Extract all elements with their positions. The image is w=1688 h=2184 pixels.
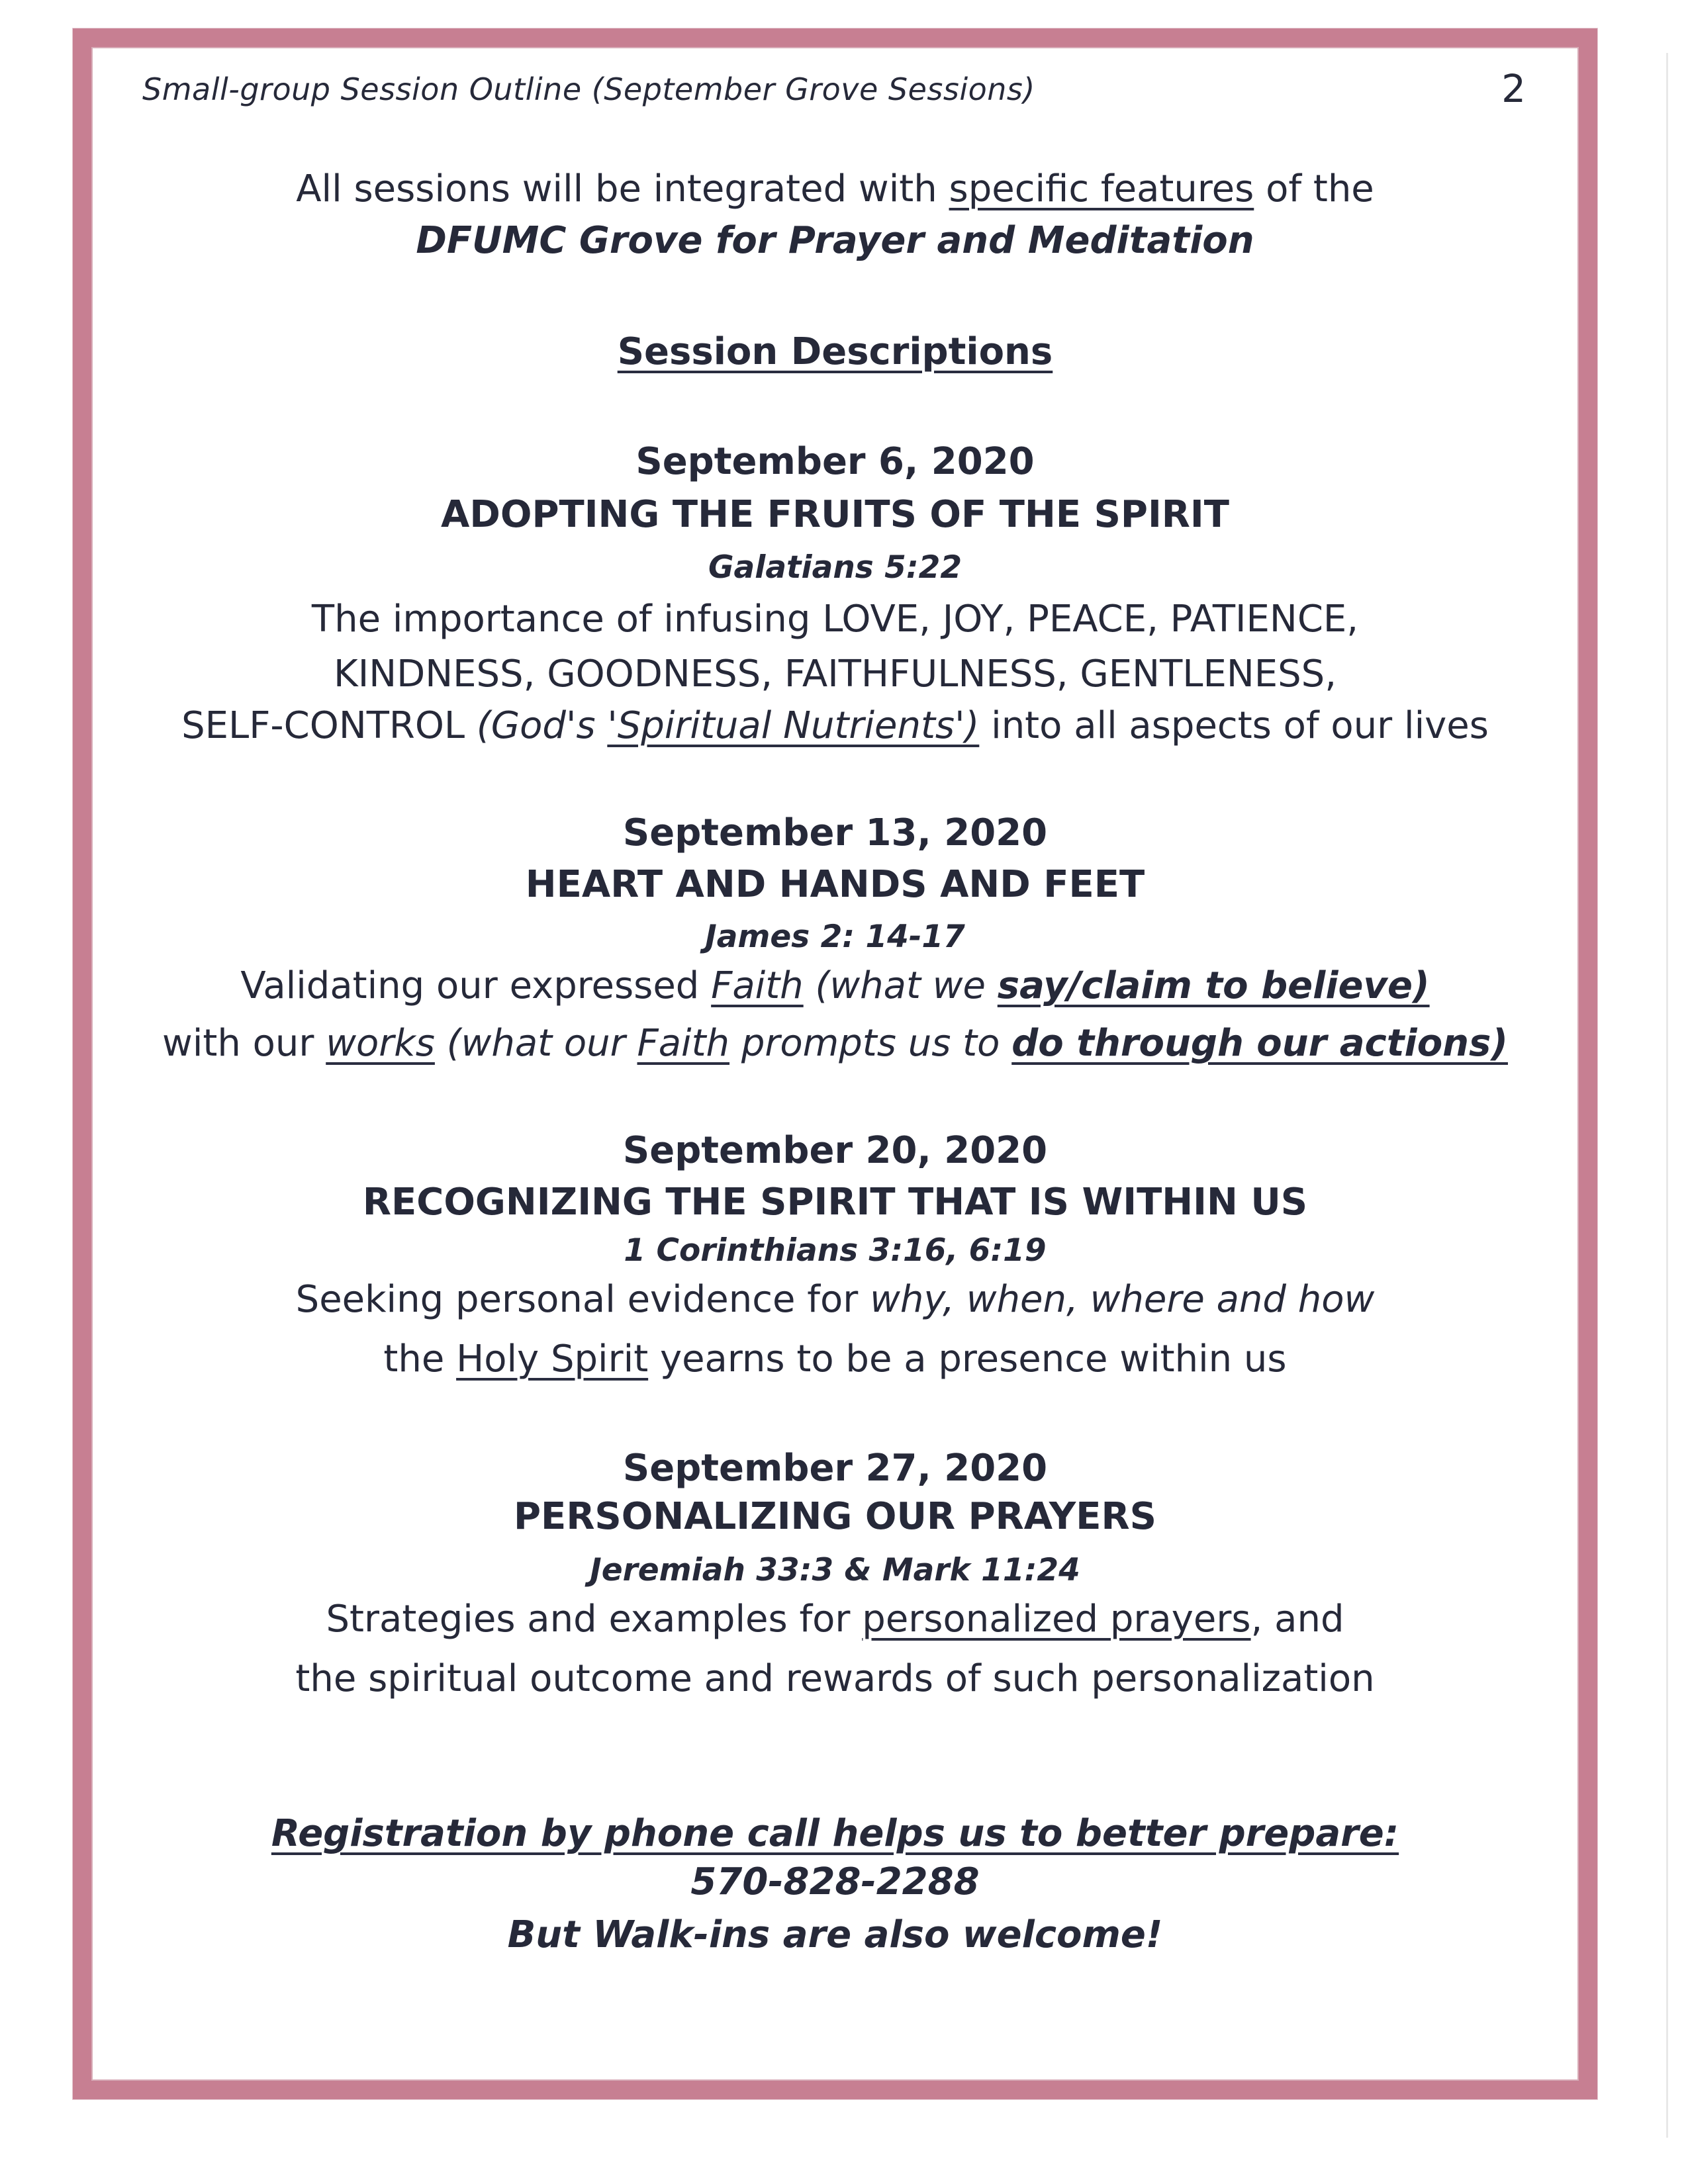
session-date: September 6, 2020 — [635, 440, 1035, 483]
registration-note: Registration by phone call helps us to better prepare: — [271, 1812, 1399, 1855]
page-content — [73, 28, 1597, 2099]
session-desc-line — [73, 1657, 1597, 1701]
session-title: ADOPTING THE FRUITS OF THE SPIRIT — [441, 493, 1229, 536]
desc-segment: Faith — [711, 964, 804, 1007]
desc-segment: 'Spiritual Nutrients') — [607, 704, 980, 747]
session-desc-line — [73, 1597, 1597, 1641]
intro-line — [73, 167, 1597, 211]
desc-segment: with our — [162, 1022, 326, 1065]
desc-segment: works — [326, 1022, 435, 1065]
intro-text: of the — [1254, 167, 1374, 210]
session-scripture: Jeremiah 33:3 & Mark 11:24 — [590, 1552, 1080, 1588]
session-desc-line — [73, 1277, 1597, 1322]
desc-segment: into all aspects of our lives — [979, 704, 1489, 747]
desc-segment: (what our — [434, 1022, 637, 1065]
desc-segment: The importance of infusing LOVE, JOY, PEACE, PATIENCE, — [311, 598, 1359, 641]
session-desc-line — [73, 652, 1597, 696]
desc-segment: the spiritual outcome and rewards of such personalization — [295, 1657, 1375, 1700]
desc-segment: Faith — [637, 1022, 730, 1065]
intro-text: All sessions will be integrated with — [296, 167, 949, 210]
session-title: RECOGNIZING THE SPIRIT THAT IS WITHIN US — [362, 1181, 1308, 1224]
desc-segment: (God's — [476, 704, 608, 747]
desc-segment: yearns to be a presence within us — [648, 1338, 1287, 1381]
desc-segment: , and — [1250, 1598, 1344, 1641]
desc-segment: personalized prayers — [862, 1598, 1251, 1641]
desc-segment: KINDNESS, GOODNESS, FAITHFULNESS, GENTLENESS, — [333, 653, 1337, 696]
scan-edge-artifact — [1666, 53, 1668, 2138]
desc-segment: (what we — [803, 964, 998, 1007]
intro-underlined-text: specific features — [949, 167, 1254, 210]
desc-segment: Strategies and examples for — [326, 1598, 863, 1641]
session-scripture: Galatians 5:22 — [708, 549, 962, 586]
page-number: 2 — [1501, 66, 1526, 111]
desc-segment: prompts us to — [729, 1022, 1012, 1065]
session-scripture: James 2: 14-17 — [705, 919, 965, 955]
desc-segment: Holy Spirit — [456, 1338, 649, 1381]
session-desc-line — [73, 1021, 1597, 1066]
session-scripture: 1 Corinthians 3:16, 6:19 — [624, 1232, 1047, 1269]
session-title: HEART AND HANDS AND FEET — [525, 863, 1145, 906]
phone-number: 570-828-2288 — [690, 1860, 980, 1903]
session-desc-line — [73, 964, 1597, 1008]
session-date: September 27, 2020 — [622, 1447, 1048, 1490]
session-date: September 13, 2020 — [622, 811, 1048, 854]
session-desc-line — [73, 597, 1597, 641]
walkins-note: But Walk-ins are also welcome! — [507, 1913, 1163, 1956]
session-desc-line — [73, 1337, 1597, 1381]
desc-segment: the — [383, 1338, 457, 1381]
session-title: PERSONALIZING OUR PRAYERS — [514, 1495, 1156, 1538]
desc-segment: Validating our expressed — [240, 964, 712, 1007]
desc-segment: do through our actions) — [1011, 1022, 1508, 1065]
session-desc-line — [73, 704, 1597, 748]
section-heading: Session Descriptions — [617, 330, 1053, 373]
desc-segment: say/claim to believe) — [997, 964, 1430, 1007]
header-title: Small-group Session Outline (September Grove Sessions) — [142, 71, 1035, 107]
session-date: September 20, 2020 — [622, 1129, 1048, 1172]
desc-segment: why, when, where and how — [870, 1278, 1375, 1321]
desc-segment: Seeking personal evidence for — [295, 1278, 870, 1321]
grove-name: DFUMC Grove for Prayer and Meditation — [416, 219, 1254, 262]
desc-segment: SELF-CONTROL — [181, 704, 477, 747]
